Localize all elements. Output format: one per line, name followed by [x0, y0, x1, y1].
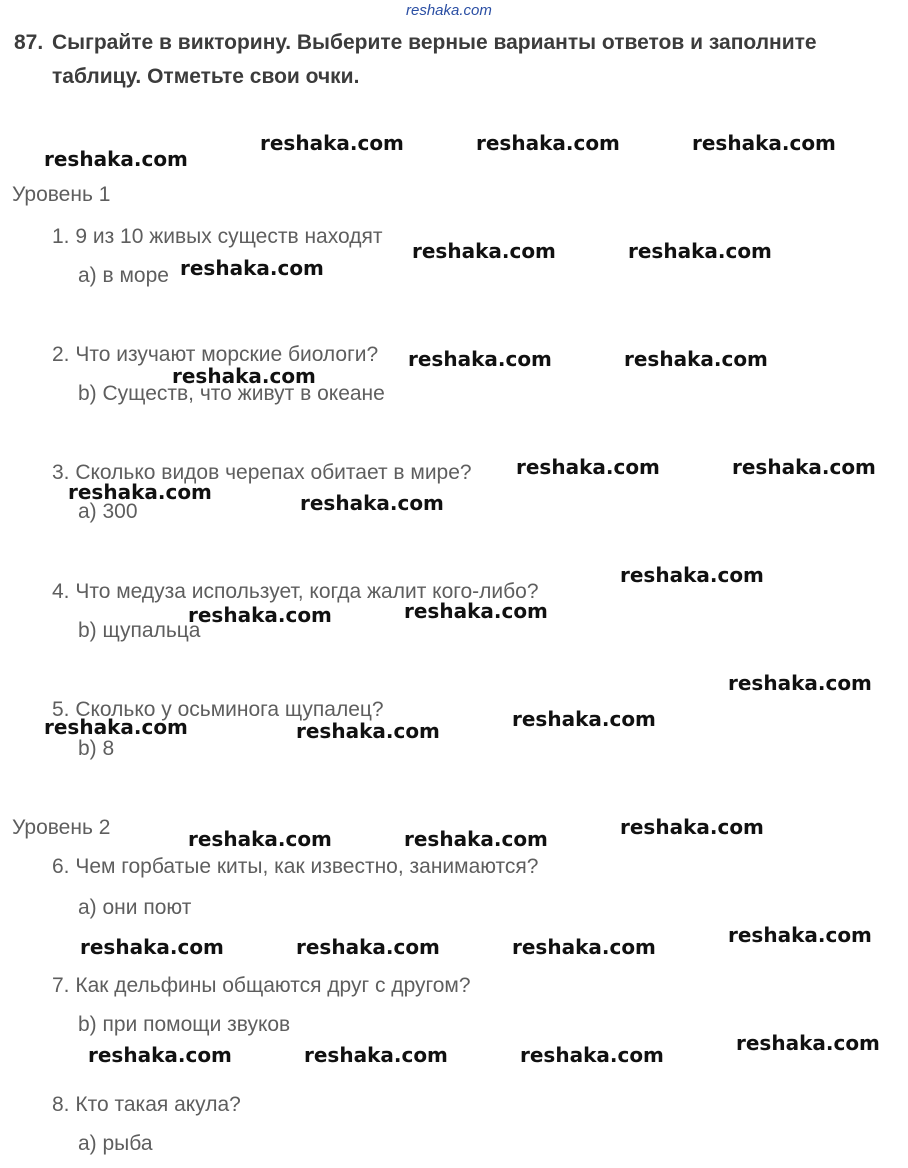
watermark: reshaka.com [516, 455, 660, 479]
question-8: 8. Кто такая акула? [52, 1093, 241, 1116]
watermark: reshaka.com [728, 923, 872, 947]
question-5: 5. Сколько у осьминога щупалец? [52, 698, 384, 721]
watermark: reshaka.com [80, 935, 224, 959]
answer-4: b) щупальца [78, 619, 201, 642]
watermark: reshaka.com [88, 1043, 232, 1067]
question-3: 3. Сколько видов черепах обитает в мире? [52, 461, 472, 484]
watermark: reshaka.com [476, 131, 620, 155]
task-instruction-line-2: таблицу. Отметьте свои очки. [52, 65, 360, 88]
level-1-title: Уровень 1 [12, 183, 111, 206]
watermark: reshaka.com [188, 603, 332, 627]
watermark: reshaka.com [620, 815, 764, 839]
watermark: reshaka.com [44, 147, 188, 171]
watermark: reshaka.com [728, 671, 872, 695]
task-instruction-line-1: Сыграйте в викторину. Выберите верные варианты ответов и заполните [52, 31, 817, 54]
level-2-title: Уровень 2 [12, 816, 111, 839]
watermark: reshaka.com [304, 1043, 448, 1067]
watermark: reshaka.com [412, 239, 556, 263]
watermark: reshaka.com [736, 1031, 880, 1055]
answer-1: a) в море [78, 264, 169, 287]
answer-3: a) 300 [78, 500, 138, 523]
watermark: reshaka.com [628, 239, 772, 263]
watermark: reshaka.com [404, 599, 548, 623]
watermark: reshaka.com [408, 347, 552, 371]
answer-6: a) они поют [78, 896, 192, 919]
task-number: 87. [14, 31, 44, 54]
watermark: reshaka.com [620, 563, 764, 587]
watermark: reshaka.com [732, 455, 876, 479]
watermark: reshaka.com [512, 935, 656, 959]
answer-5: b) 8 [78, 737, 115, 760]
watermark: reshaka.com [300, 491, 444, 515]
answer-2: b) Существ, что живут в океане [78, 382, 385, 405]
answer-7: b) при помощи звуков [78, 1013, 291, 1036]
watermark: reshaka.com [692, 131, 836, 155]
question-1: 1. 9 из 10 живых существ находят [52, 225, 383, 248]
watermark: reshaka.com [68, 480, 212, 504]
watermark: reshaka.com [296, 719, 440, 743]
watermark: reshaka.com [188, 827, 332, 851]
question-2: 2. Что изучают морские биологи? [52, 343, 379, 366]
watermark: reshaka.com [44, 715, 188, 739]
watermark: reshaka.com [520, 1043, 664, 1067]
watermark: reshaka.com [296, 935, 440, 959]
watermark: reshaka.com [172, 364, 316, 388]
question-6: 6. Чем горбатые киты, как известно, занимаются? [52, 855, 539, 878]
site-header-link[interactable]: reshaka.com [406, 2, 492, 19]
question-7: 7. Как дельфины общаются друг с другом? [52, 974, 471, 997]
question-4: 4. Что медуза использует, когда жалит кого-либо? [52, 580, 539, 603]
answer-8: a) рыба [78, 1132, 153, 1155]
watermark: reshaka.com [404, 827, 548, 851]
watermark: reshaka.com [260, 131, 404, 155]
watermark: reshaka.com [180, 256, 324, 280]
watermark: reshaka.com [512, 707, 656, 731]
watermark: reshaka.com [624, 347, 768, 371]
